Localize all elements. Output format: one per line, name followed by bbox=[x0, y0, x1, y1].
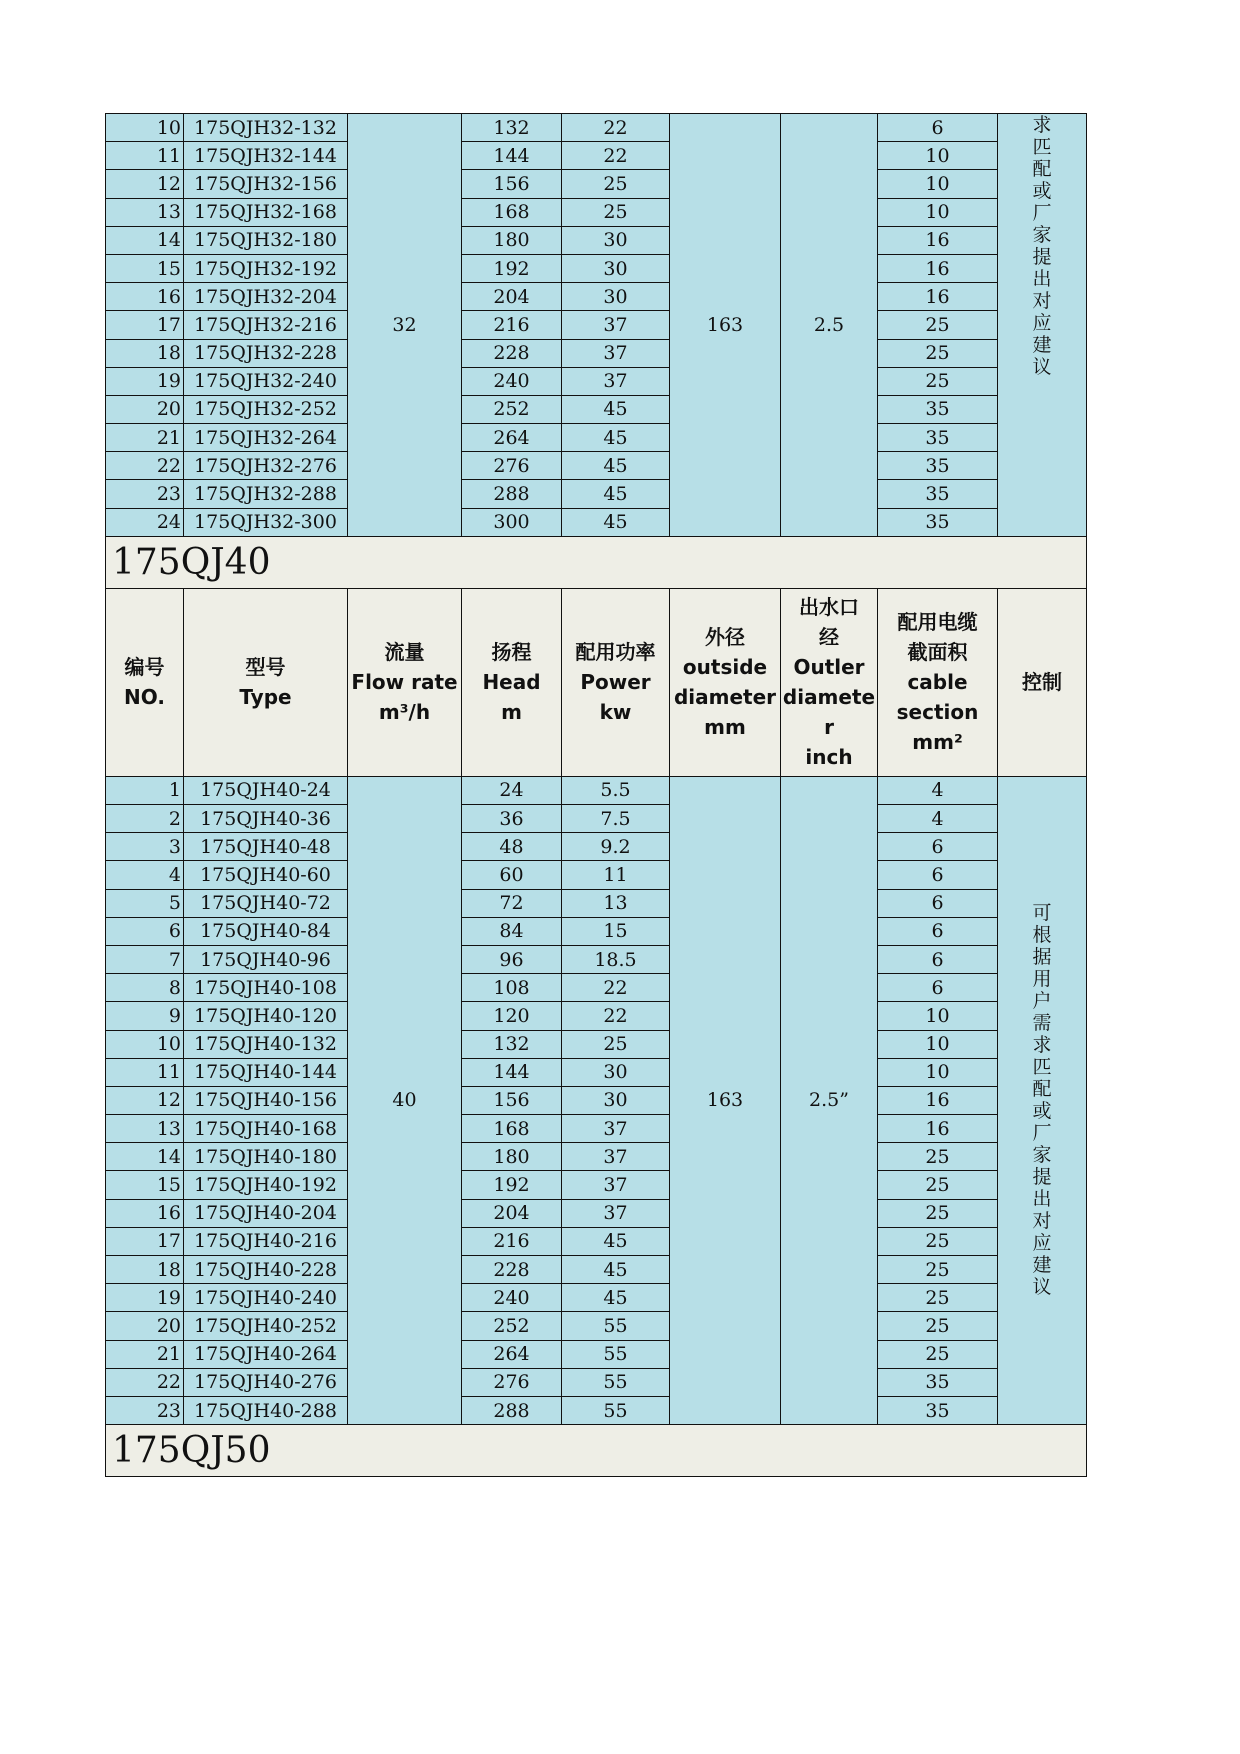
cell-flow: 32 bbox=[348, 114, 462, 537]
cell-cable: 35 bbox=[878, 480, 998, 508]
cell-no: 5 bbox=[106, 889, 184, 917]
control-char: 匹 bbox=[1032, 136, 1052, 158]
cell-no: 18 bbox=[106, 1256, 184, 1284]
cell-head: 252 bbox=[462, 1312, 562, 1340]
table-row bbox=[106, 142, 1087, 170]
cell-type: 175QJH40-228 bbox=[184, 1256, 348, 1284]
table-row bbox=[106, 1058, 1087, 1086]
table-row bbox=[106, 1368, 1087, 1396]
control-char: 提 bbox=[1032, 1166, 1052, 1189]
cell-head: 108 bbox=[462, 974, 562, 1002]
cell-no: 21 bbox=[106, 1340, 184, 1368]
cell-cable: 35 bbox=[878, 1368, 998, 1396]
table-row bbox=[106, 945, 1087, 973]
control-char: 或 bbox=[1032, 1100, 1052, 1123]
cell-power: 25 bbox=[562, 170, 670, 198]
cell-no: 14 bbox=[106, 1143, 184, 1171]
cell-no: 19 bbox=[106, 367, 184, 395]
table-row bbox=[106, 114, 1087, 142]
table-row bbox=[106, 974, 1087, 1002]
cell-cable: 35 bbox=[878, 508, 998, 536]
table-row bbox=[106, 889, 1087, 917]
table-row bbox=[106, 424, 1087, 452]
cell-type: 175QJH40-156 bbox=[184, 1086, 348, 1114]
cell-type: 175QJH40-72 bbox=[184, 889, 348, 917]
cell-type: 175QJH32-228 bbox=[184, 339, 348, 367]
table-row bbox=[106, 226, 1087, 254]
table-row bbox=[106, 395, 1087, 423]
cell-type: 175QJH40-108 bbox=[184, 974, 348, 1002]
cell-type: 175QJH40-96 bbox=[184, 945, 348, 973]
cell-cable: 16 bbox=[878, 226, 998, 254]
table-row bbox=[106, 1002, 1087, 1030]
cell-head: 180 bbox=[462, 1143, 562, 1171]
cell-power: 30 bbox=[562, 254, 670, 282]
cell-power: 55 bbox=[562, 1396, 670, 1424]
control-char: 提 bbox=[1032, 246, 1052, 268]
cell-head: 252 bbox=[462, 395, 562, 423]
cell-outlet: 2.5 bbox=[781, 114, 878, 537]
control-char: 厂 bbox=[1032, 1122, 1052, 1145]
cell-no: 13 bbox=[106, 198, 184, 226]
cell-power: 55 bbox=[562, 1368, 670, 1396]
control-char: 据 bbox=[1032, 946, 1052, 969]
table-row bbox=[106, 1312, 1087, 1340]
cell-cable: 10 bbox=[878, 170, 998, 198]
header-outlet: 出水口 经 Outler diamete r inch bbox=[781, 588, 878, 776]
table-row bbox=[106, 1340, 1087, 1368]
cell-head: 288 bbox=[462, 480, 562, 508]
table-row bbox=[106, 367, 1087, 395]
table-row bbox=[106, 776, 1087, 804]
control-char: 根 bbox=[1032, 924, 1052, 947]
cell-cable: 35 bbox=[878, 424, 998, 452]
cell-head: 192 bbox=[462, 1171, 562, 1199]
cell-head: 132 bbox=[462, 114, 562, 142]
cell-power: 37 bbox=[562, 1115, 670, 1143]
cell-cable: 10 bbox=[878, 1002, 998, 1030]
cell-type: 175QJH32-144 bbox=[184, 142, 348, 170]
control-char: 出 bbox=[1032, 1188, 1052, 1211]
cell-type: 175QJH32-168 bbox=[184, 198, 348, 226]
cell-power: 15 bbox=[562, 917, 670, 945]
header-flow: 流量 Flow rate m³/h bbox=[348, 588, 462, 776]
control-char: 求 bbox=[1032, 114, 1052, 136]
header-row bbox=[106, 588, 1087, 776]
table-row bbox=[106, 1086, 1087, 1114]
cell-type: 175QJH40-24 bbox=[184, 776, 348, 804]
control-char: 或 bbox=[1032, 180, 1052, 202]
cell-no: 9 bbox=[106, 1002, 184, 1030]
cell-cable: 6 bbox=[878, 917, 998, 945]
control-char: 建 bbox=[1032, 1254, 1052, 1277]
table-block-175qj32 bbox=[106, 114, 1087, 537]
cell-head: 156 bbox=[462, 1086, 562, 1114]
table-row bbox=[106, 917, 1087, 945]
control-char: 可 bbox=[1032, 902, 1052, 925]
cell-no: 20 bbox=[106, 1312, 184, 1340]
cell-no: 2 bbox=[106, 805, 184, 833]
cell-type: 175QJH40-252 bbox=[184, 1312, 348, 1340]
control-char: 户 bbox=[1032, 990, 1052, 1013]
control-char: 应 bbox=[1032, 312, 1052, 334]
cell-control bbox=[998, 114, 1087, 537]
cell-cable: 25 bbox=[878, 1256, 998, 1284]
cell-no: 22 bbox=[106, 1368, 184, 1396]
cell-no: 18 bbox=[106, 339, 184, 367]
cell-head: 228 bbox=[462, 339, 562, 367]
cell-head: 180 bbox=[462, 226, 562, 254]
cell-no: 15 bbox=[106, 1171, 184, 1199]
header-cable: 配用电缆 截面积 cable section mm² bbox=[878, 588, 998, 776]
table-row bbox=[106, 1256, 1087, 1284]
cell-no: 16 bbox=[106, 1199, 184, 1227]
cell-no: 1 bbox=[106, 776, 184, 804]
cell-no: 12 bbox=[106, 170, 184, 198]
table-row bbox=[106, 1030, 1087, 1058]
section-175qj50 bbox=[106, 1425, 1087, 1477]
cell-type: 175QJH40-132 bbox=[184, 1030, 348, 1058]
cell-type: 175QJH40-204 bbox=[184, 1199, 348, 1227]
cell-no: 15 bbox=[106, 254, 184, 282]
cell-no: 23 bbox=[106, 1396, 184, 1424]
cell-power: 9.2 bbox=[562, 833, 670, 861]
control-char: 配 bbox=[1032, 158, 1052, 180]
cell-power: 37 bbox=[562, 1143, 670, 1171]
cell-no: 7 bbox=[106, 945, 184, 973]
table-row bbox=[106, 311, 1087, 339]
header-no: 编号 NO. bbox=[106, 588, 184, 776]
table-row bbox=[106, 508, 1087, 536]
cell-control bbox=[998, 776, 1087, 1424]
cell-cable: 4 bbox=[878, 776, 998, 804]
header-power: 配用功率 Power kw bbox=[562, 588, 670, 776]
cell-power: 30 bbox=[562, 1058, 670, 1086]
pump-spec-sheet bbox=[105, 113, 1086, 1477]
cell-head: 156 bbox=[462, 170, 562, 198]
table-row bbox=[106, 1143, 1087, 1171]
cell-no: 21 bbox=[106, 424, 184, 452]
cell-type: 175QJH40-240 bbox=[184, 1284, 348, 1312]
cell-cable: 6 bbox=[878, 114, 998, 142]
cell-head: 72 bbox=[462, 889, 562, 917]
control-char: 议 bbox=[1032, 1276, 1052, 1299]
cell-power: 37 bbox=[562, 1199, 670, 1227]
table-row bbox=[106, 283, 1087, 311]
cell-cable: 6 bbox=[878, 861, 998, 889]
cell-no: 20 bbox=[106, 395, 184, 423]
cell-head: 300 bbox=[462, 508, 562, 536]
cell-type: 175QJH40-192 bbox=[184, 1171, 348, 1199]
table-row bbox=[106, 1171, 1087, 1199]
cell-head: 132 bbox=[462, 1030, 562, 1058]
table-row bbox=[106, 480, 1087, 508]
cell-power: 25 bbox=[562, 1030, 670, 1058]
cell-no: 10 bbox=[106, 1030, 184, 1058]
cell-type: 175QJH40-48 bbox=[184, 833, 348, 861]
cell-type: 175QJH32-276 bbox=[184, 452, 348, 480]
cell-cable: 6 bbox=[878, 889, 998, 917]
cell-power: 25 bbox=[562, 198, 670, 226]
cell-no: 24 bbox=[106, 508, 184, 536]
cell-head: 84 bbox=[462, 917, 562, 945]
cell-cable: 35 bbox=[878, 452, 998, 480]
header-outside-diameter: 外径 outside diameter mm bbox=[670, 588, 781, 776]
cell-head: 144 bbox=[462, 142, 562, 170]
table-row bbox=[106, 805, 1087, 833]
cell-cable: 25 bbox=[878, 1199, 998, 1227]
cell-cable: 35 bbox=[878, 1396, 998, 1424]
table-row bbox=[106, 1115, 1087, 1143]
cell-no: 3 bbox=[106, 833, 184, 861]
cell-flow: 40 bbox=[348, 776, 462, 1424]
section-175qj40 bbox=[106, 536, 1087, 776]
cell-no: 17 bbox=[106, 1227, 184, 1255]
table-row bbox=[106, 1199, 1087, 1227]
cell-head: 240 bbox=[462, 367, 562, 395]
cell-power: 30 bbox=[562, 226, 670, 254]
cell-cable: 16 bbox=[878, 1115, 998, 1143]
cell-type: 175QJH32-300 bbox=[184, 508, 348, 536]
cell-power: 18.5 bbox=[562, 945, 670, 973]
cell-head: 288 bbox=[462, 1396, 562, 1424]
cell-power: 37 bbox=[562, 1171, 670, 1199]
cell-no: 17 bbox=[106, 311, 184, 339]
pump-spec-table bbox=[105, 113, 1087, 1477]
cell-head: 168 bbox=[462, 1115, 562, 1143]
control-char: 应 bbox=[1032, 1232, 1052, 1255]
control-char: 对 bbox=[1032, 1210, 1052, 1233]
table-row bbox=[106, 861, 1087, 889]
cell-cable: 6 bbox=[878, 833, 998, 861]
cell-power: 7.5 bbox=[562, 805, 670, 833]
cell-cable: 25 bbox=[878, 339, 998, 367]
cell-no: 19 bbox=[106, 1284, 184, 1312]
control-char: 匹 bbox=[1032, 1056, 1052, 1079]
cell-power: 30 bbox=[562, 283, 670, 311]
cell-type: 175QJH32-156 bbox=[184, 170, 348, 198]
cell-power: 45 bbox=[562, 1256, 670, 1284]
cell-head: 264 bbox=[462, 424, 562, 452]
control-char: 用 bbox=[1032, 968, 1052, 991]
control-char: 对 bbox=[1032, 290, 1052, 312]
cell-power: 30 bbox=[562, 1086, 670, 1114]
cell-cable: 10 bbox=[878, 1030, 998, 1058]
cell-type: 175QJH32-216 bbox=[184, 311, 348, 339]
cell-no: 14 bbox=[106, 226, 184, 254]
table-row bbox=[106, 170, 1087, 198]
cell-power: 37 bbox=[562, 311, 670, 339]
cell-no: 4 bbox=[106, 861, 184, 889]
cell-power: 45 bbox=[562, 1284, 670, 1312]
cell-no: 22 bbox=[106, 452, 184, 480]
cell-cable: 6 bbox=[878, 974, 998, 1002]
cell-type: 175QJH40-60 bbox=[184, 861, 348, 889]
cell-no: 6 bbox=[106, 917, 184, 945]
cell-head: 264 bbox=[462, 1340, 562, 1368]
table-row bbox=[106, 254, 1087, 282]
cell-power: 45 bbox=[562, 480, 670, 508]
control-char: 建 bbox=[1032, 334, 1052, 356]
cell-type: 175QJH40-276 bbox=[184, 1368, 348, 1396]
cell-power: 22 bbox=[562, 114, 670, 142]
cell-type: 175QJH32-240 bbox=[184, 367, 348, 395]
cell-cable: 35 bbox=[878, 395, 998, 423]
cell-head: 60 bbox=[462, 861, 562, 889]
cell-type: 175QJH32-192 bbox=[184, 254, 348, 282]
cell-cable: 10 bbox=[878, 142, 998, 170]
cell-cable: 4 bbox=[878, 805, 998, 833]
cell-power: 22 bbox=[562, 974, 670, 1002]
cell-cable: 16 bbox=[878, 254, 998, 282]
cell-cable: 25 bbox=[878, 1284, 998, 1312]
cell-no: 10 bbox=[106, 114, 184, 142]
cell-type: 175QJH40-120 bbox=[184, 1002, 348, 1030]
cell-type: 175QJH40-144 bbox=[184, 1058, 348, 1086]
cell-no: 16 bbox=[106, 283, 184, 311]
table-row bbox=[106, 339, 1087, 367]
cell-cable: 25 bbox=[878, 1143, 998, 1171]
control-char: 厂 bbox=[1032, 202, 1052, 224]
cell-cable: 16 bbox=[878, 283, 998, 311]
cell-outlet: 2.5” bbox=[781, 776, 878, 1424]
cell-head: 276 bbox=[462, 452, 562, 480]
cell-type: 175QJH40-84 bbox=[184, 917, 348, 945]
cell-no: 11 bbox=[106, 142, 184, 170]
cell-head: 216 bbox=[462, 311, 562, 339]
cell-type: 175QJH32-288 bbox=[184, 480, 348, 508]
section-title: 175QJ50 bbox=[106, 1425, 1087, 1477]
cell-power: 55 bbox=[562, 1312, 670, 1340]
cell-power: 45 bbox=[562, 452, 670, 480]
cell-no: 13 bbox=[106, 1115, 184, 1143]
control-char: 家 bbox=[1032, 224, 1052, 246]
header-control: 控制 bbox=[998, 588, 1087, 776]
cell-outside-diameter: 163 bbox=[670, 114, 781, 537]
header-head: 扬程 Head m bbox=[462, 588, 562, 776]
cell-type: 175QJH40-180 bbox=[184, 1143, 348, 1171]
table-row bbox=[106, 1284, 1087, 1312]
control-char: 需 bbox=[1032, 1012, 1052, 1035]
cell-head: 168 bbox=[462, 198, 562, 226]
cell-head: 96 bbox=[462, 945, 562, 973]
cell-type: 175QJH32-264 bbox=[184, 424, 348, 452]
cell-power: 45 bbox=[562, 1227, 670, 1255]
table-row bbox=[106, 452, 1087, 480]
cell-cable: 25 bbox=[878, 1312, 998, 1340]
cell-head: 36 bbox=[462, 805, 562, 833]
cell-head: 192 bbox=[462, 254, 562, 282]
cell-cable: 25 bbox=[878, 1227, 998, 1255]
cell-cable: 25 bbox=[878, 367, 998, 395]
cell-power: 55 bbox=[562, 1340, 670, 1368]
cell-no: 11 bbox=[106, 1058, 184, 1086]
table-row bbox=[106, 1227, 1087, 1255]
control-char: 议 bbox=[1032, 356, 1052, 378]
cell-head: 24 bbox=[462, 776, 562, 804]
cell-no: 8 bbox=[106, 974, 184, 1002]
cell-type: 175QJH32-252 bbox=[184, 395, 348, 423]
cell-type: 175QJH40-288 bbox=[184, 1396, 348, 1424]
cell-power: 45 bbox=[562, 395, 670, 423]
table-row bbox=[106, 1396, 1087, 1424]
cell-head: 240 bbox=[462, 1284, 562, 1312]
cell-type: 175QJH32-132 bbox=[184, 114, 348, 142]
cell-cable: 25 bbox=[878, 1171, 998, 1199]
cell-no: 23 bbox=[106, 480, 184, 508]
cell-head: 120 bbox=[462, 1002, 562, 1030]
cell-head: 48 bbox=[462, 833, 562, 861]
cell-no: 12 bbox=[106, 1086, 184, 1114]
cell-cable: 6 bbox=[878, 945, 998, 973]
cell-head: 216 bbox=[462, 1227, 562, 1255]
cell-type: 175QJH40-36 bbox=[184, 805, 348, 833]
cell-cable: 16 bbox=[878, 1086, 998, 1114]
cell-power: 5.5 bbox=[562, 776, 670, 804]
cell-cable: 10 bbox=[878, 1058, 998, 1086]
cell-type: 175QJH32-204 bbox=[184, 283, 348, 311]
cell-head: 228 bbox=[462, 1256, 562, 1284]
control-char: 求 bbox=[1032, 1034, 1052, 1057]
control-char: 配 bbox=[1032, 1078, 1052, 1101]
cell-power: 13 bbox=[562, 889, 670, 917]
cell-type: 175QJH40-216 bbox=[184, 1227, 348, 1255]
cell-outside-diameter: 163 bbox=[670, 776, 781, 1424]
cell-type: 175QJH32-180 bbox=[184, 226, 348, 254]
cell-power: 45 bbox=[562, 424, 670, 452]
cell-head: 204 bbox=[462, 1199, 562, 1227]
cell-power: 37 bbox=[562, 339, 670, 367]
cell-type: 175QJH40-168 bbox=[184, 1115, 348, 1143]
section-title: 175QJ40 bbox=[106, 536, 1087, 588]
table-row bbox=[106, 198, 1087, 226]
cell-type: 175QJH40-264 bbox=[184, 1340, 348, 1368]
cell-cable: 25 bbox=[878, 311, 998, 339]
cell-power: 11 bbox=[562, 861, 670, 889]
header-type: 型号 Type bbox=[184, 588, 348, 776]
cell-power: 22 bbox=[562, 142, 670, 170]
table-block-175qj40 bbox=[106, 776, 1087, 1424]
cell-power: 45 bbox=[562, 508, 670, 536]
cell-head: 144 bbox=[462, 1058, 562, 1086]
table-row bbox=[106, 833, 1087, 861]
cell-cable: 25 bbox=[878, 1340, 998, 1368]
cell-power: 37 bbox=[562, 367, 670, 395]
cell-head: 204 bbox=[462, 283, 562, 311]
cell-power: 22 bbox=[562, 1002, 670, 1030]
cell-cable: 10 bbox=[878, 198, 998, 226]
control-char: 家 bbox=[1032, 1144, 1052, 1167]
cell-head: 276 bbox=[462, 1368, 562, 1396]
control-char: 出 bbox=[1032, 268, 1052, 290]
